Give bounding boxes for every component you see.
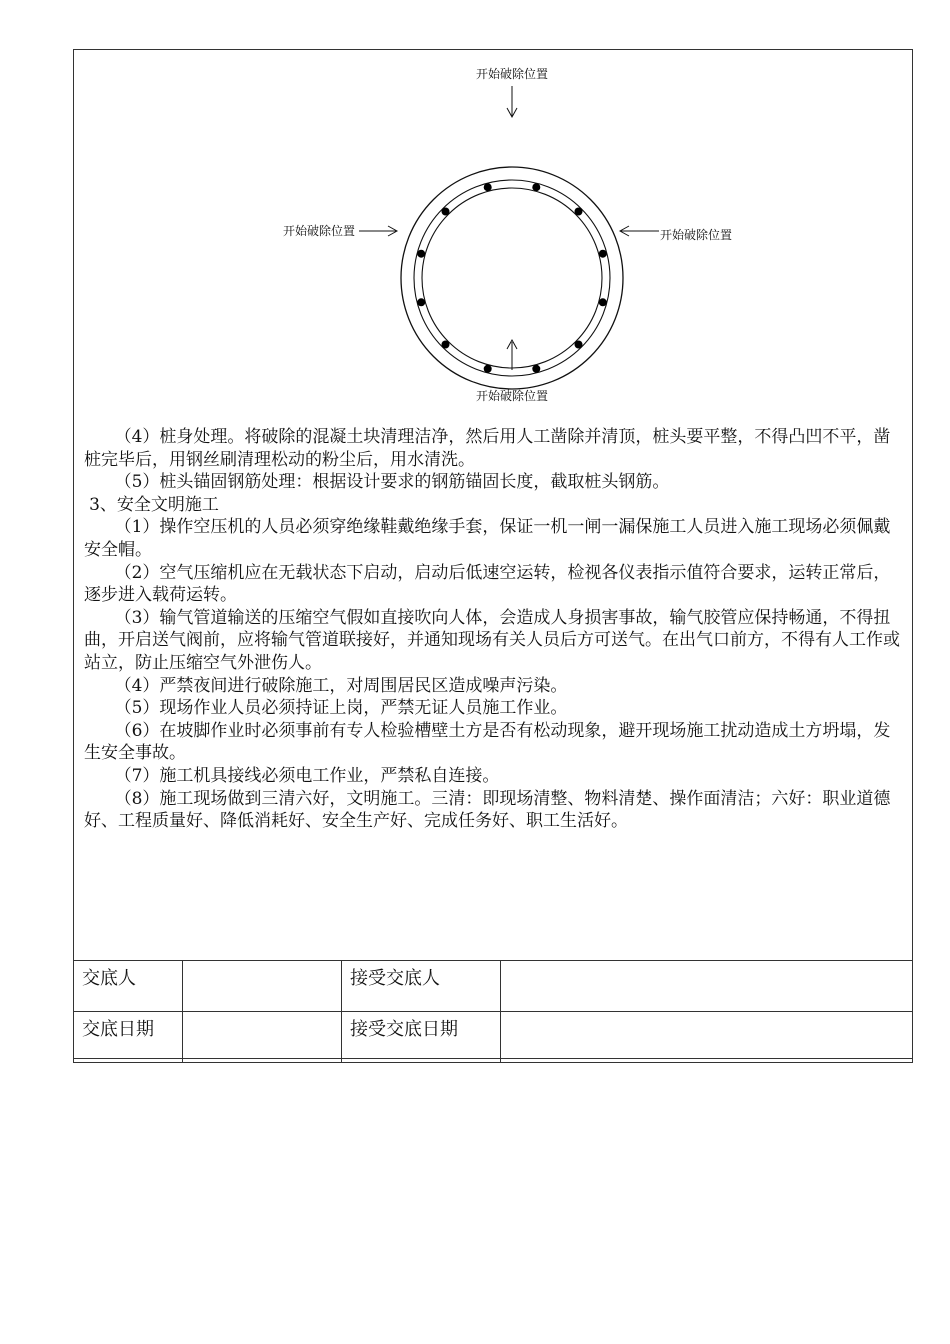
paragraph: （4）桩身处理。将破除的混凝土块清理洁净，然后用人工凿除并清顶，桩头要平整，不得凸凹不平，凿桩完毕后，用钢丝刷清理松动的粉尘后，用水清洗。 <box>84 427 891 470</box>
paragraph: （5）现场作业人员必须持证上岗，严禁无证人员施工作业。 <box>114 698 568 719</box>
body-text <box>84 426 906 833</box>
label-bottom: 开始破除位置 <box>475 389 549 403</box>
label-cell: 接受交底日期 <box>342 1012 501 1063</box>
signer-field[interactable] <box>183 961 342 1012</box>
rebar-dot <box>484 365 492 373</box>
rebar-dot <box>484 183 492 191</box>
rebar-dot <box>442 341 450 349</box>
paragraph: （3）输气管道输送的压缩空气假如直接吹向人体，会造成人身损害事故，输气胶管应保持畅通，不得扭曲，开启送气阀前，应将输气管道联接好，并通知现场有关人员后方可送气。在出气口前方，不得有人工作或站立，防止压缩空气外泄伤人。 <box>84 607 900 673</box>
table-row <box>74 961 913 1012</box>
section-heading: 3、安全文明施工 <box>89 494 219 515</box>
date-field[interactable] <box>183 1012 342 1063</box>
label-top: 开始破除位置 <box>475 67 549 81</box>
rebar-dot <box>417 250 425 258</box>
document-frame <box>73 49 913 1059</box>
rebar-dot <box>417 298 425 306</box>
table-row <box>74 1012 913 1063</box>
rebar-dot <box>575 341 583 349</box>
paragraph: （4）严禁夜间进行破除施工，对周围居民区造成噪声污染。 <box>114 675 568 696</box>
paragraph: （7）施工机具接线必须电工作业，严禁私自连接。 <box>114 765 500 786</box>
receive-date-field[interactable] <box>501 1012 913 1063</box>
sign-off-table <box>73 960 913 1063</box>
rebar-dot <box>442 208 450 216</box>
label-left: 开始破除位置 <box>282 224 356 238</box>
rebar-dot <box>532 183 540 191</box>
receiver-field[interactable] <box>501 961 913 1012</box>
rebar-dot <box>599 250 607 258</box>
rebar-dot <box>575 208 583 216</box>
label-cell: 交底人 <box>74 961 183 1012</box>
paragraph: （5）桩头锚固钢筋处理：根据设计要求的钢筋锚固长度，截取桩头钢筋。 <box>114 472 670 493</box>
paragraph: （2）空气压缩机应在无载状态下启动，启动后低速空运转，检视各仪表指示值符合要求，运转正常后，逐步进入载荷运转。 <box>84 562 891 606</box>
label-cell: 接受交底人 <box>342 961 501 1012</box>
label-cell: 交底日期 <box>74 1012 183 1063</box>
paragraph: （8）施工现场做到三清六好，文明施工。三清：即现场清整、物料清楚、操作面清洁；六好：职业道德好、工程质量好、降低消耗好、安全生产好、完成任务好、职工生活好。 <box>84 788 891 832</box>
rebar-dot <box>599 298 607 306</box>
paragraph: （1）操作空压机的人员必须穿绝缘鞋戴绝缘手套，保证一机一闸一漏保施工人员进入施工现场必须佩戴安全帽。 <box>84 517 891 560</box>
pile-head-diagram <box>74 50 914 426</box>
paragraph: （6）在坡脚作业时必须事前有专人检验槽壁土方是否有松动现象，避开现场施工扰动造成土方坍塌，发生安全事故。 <box>84 720 891 764</box>
rebar-dot <box>532 365 540 373</box>
label-right: 开始破除位置 <box>659 228 733 242</box>
